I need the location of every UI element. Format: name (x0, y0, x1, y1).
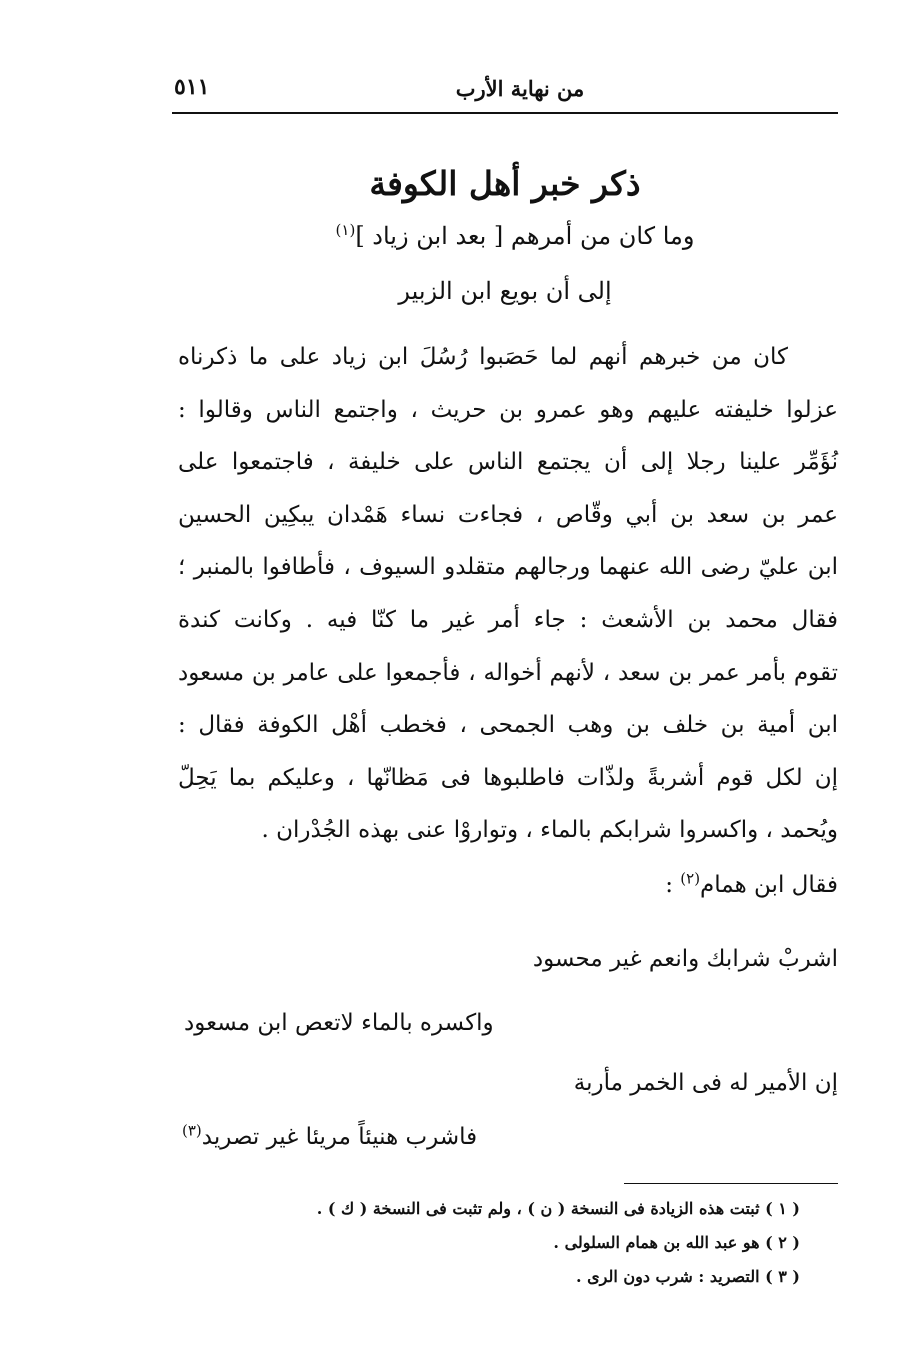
footnotes (180, 1192, 800, 1294)
header-rule (172, 112, 838, 114)
chapter-subtitle-1 (182, 222, 848, 250)
body-line: ويُحمد ، واكسروا شرابكم بالماء ، وتواروْا عنى بهذه الجُدْران . (261, 817, 838, 844)
body-line: تقوم بأمر عمر بن سعد ، لأنهم أخواله ، فأجمعوا على عامر بن مسعود (178, 659, 838, 686)
footnote-2: ( ٢ ) هو عبد الله بن همام السلولى . (553, 1233, 800, 1252)
body-line: ابن أمية بن خلف بن وهب الجمحى ، فخطب أهْل الكوفة فقال : (178, 712, 838, 739)
chapter-subtitle-2: إلى أن بويع ابن الزبير (398, 277, 612, 305)
poem-verse-1: اشربْ شرابك وانعم غير محسود (532, 946, 838, 972)
poem-intro-colon: : (665, 872, 681, 898)
poem-intro-text: فقال ابن همام (700, 872, 838, 898)
body-line: عمر بن سعد بن أبي وقّاص ، فجاءت نساء هَمْدان يبكِين الحسين (178, 501, 838, 528)
page-number: ٥١١ (174, 74, 210, 100)
poem-intro (665, 869, 838, 898)
body-paragraph (178, 335, 838, 861)
body-line: عزلوا خليفته عليهم وهو عمرو بن حريث ، واجتمع الناس وقالوا : (178, 396, 838, 423)
footnote-1: ( ١ ) ثبتت هذه الزيادة فى النسخة ( ن ) ، ولم تثبت فى النسخة ( ك ) . (316, 1199, 800, 1218)
poem-verse-4 (182, 1121, 478, 1150)
body-line: إن لكل قوم أشربةً ولذّات فاطلبوها فى مَظانّها ، وعليكم بما يَحِلّ (178, 764, 839, 791)
footnote-3: ( ٣ ) التصريد : شرب دون الرى . (575, 1267, 800, 1286)
body-line: كان من خبرهم أنهم لما حَصَبوا رُسُلَ ابن زياد على ما ذكرناه (178, 344, 788, 370)
chapter-title: ذكر خبر أهل الكوفة (369, 164, 641, 203)
body-line: نُؤَمِّر علينا رجلا إلى أن يجتمع الناس على خليفة ، فاجتمعوا على (178, 449, 838, 476)
footnote-marker-3: (٣) (182, 1121, 202, 1140)
footnote-marker-2: (٢) (680, 869, 701, 888)
poem-verse-2: واكسره بالماء لاتعص ابن مسعود (184, 1010, 494, 1036)
subtitle-1-text: وما كان من أمرهم [ بعد ابن زياد ] (355, 222, 695, 250)
body-line: فقال محمد بن الأشعث : جاء أمر غير ما كنّا فيه . وكانت كندة (178, 606, 838, 633)
running-header (172, 66, 838, 106)
poem-verse-3: إن الأمير له فى الخمر مأربة (573, 1070, 838, 1096)
poem-verse-4-text: فاشرب هنيئاً مريئا غير تصريد (201, 1124, 478, 1150)
body-line: ابن عليّ رضى الله عنهما ورجالهم متقلدو السيوف ، فأطافوا بالمنبر ؛ (178, 554, 838, 581)
running-title: من نهاية الأرب (455, 76, 585, 101)
footnote-marker-1: (١) (335, 221, 356, 239)
footnote-rule (624, 1183, 838, 1184)
